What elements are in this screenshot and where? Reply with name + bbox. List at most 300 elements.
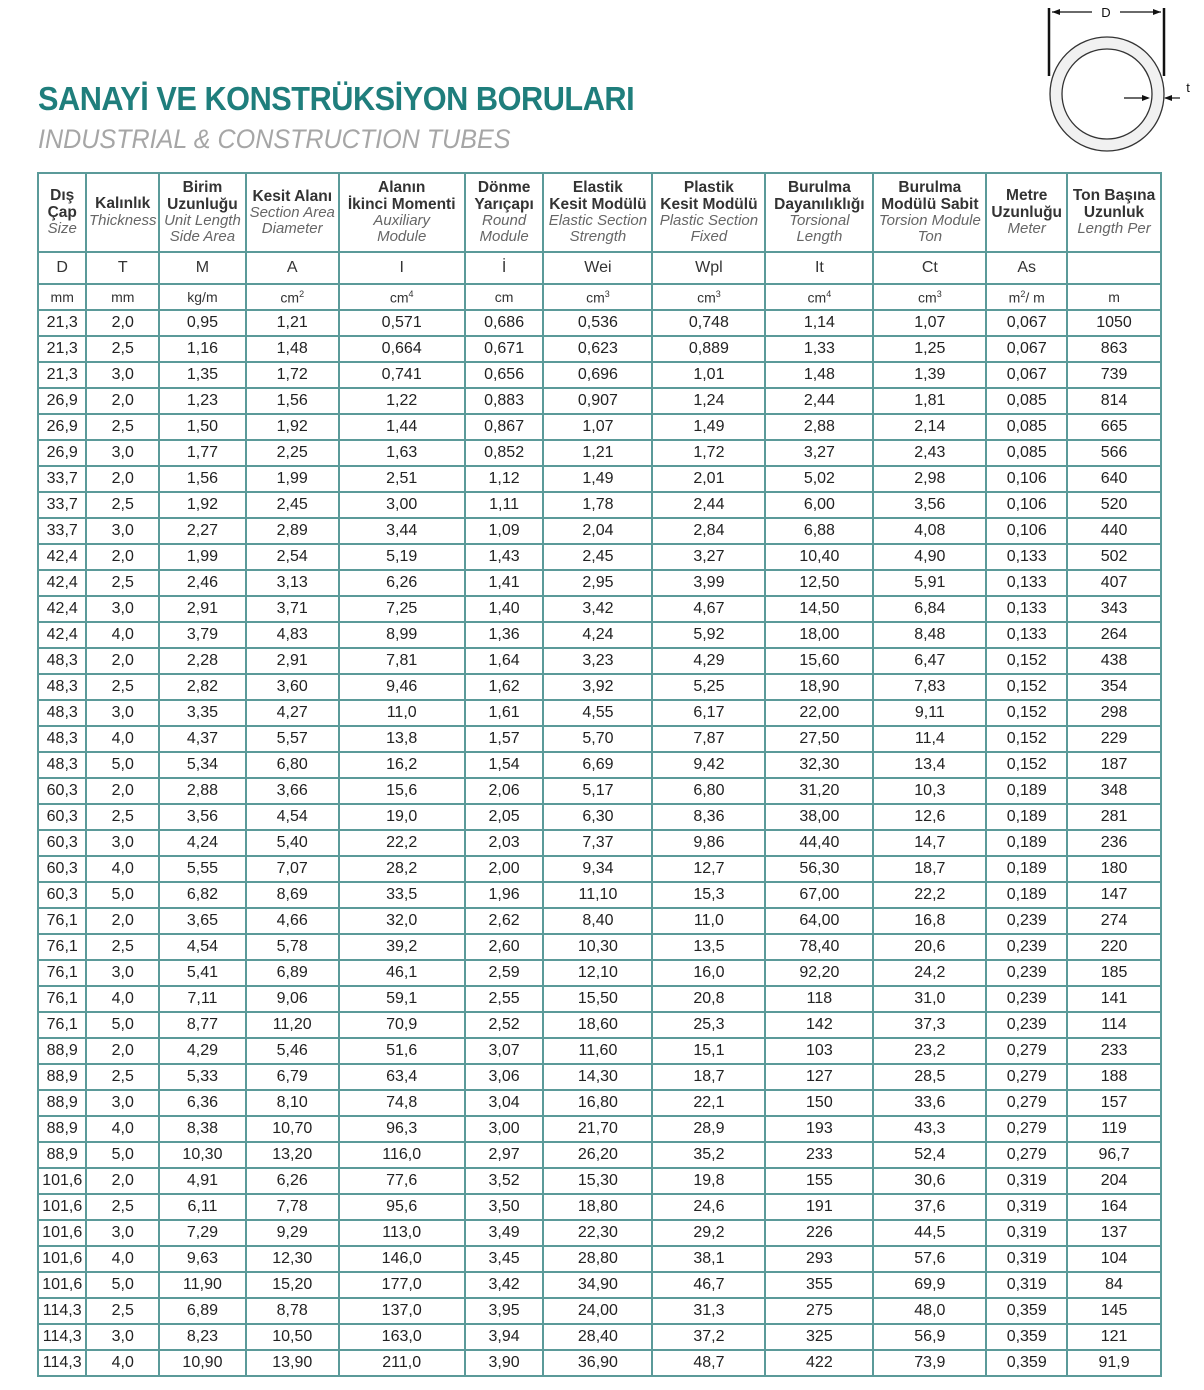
table-cell: 19,0 [339,804,465,830]
table-cell: 4,29 [159,1038,246,1064]
column-unit [246,284,339,310]
table-cell: 5,41 [159,960,246,986]
table-cell: 37,2 [652,1324,765,1350]
table-cell: 14,30 [543,1064,652,1090]
table-cell: 4,08 [873,518,986,544]
table-cell: 2,55 [465,986,544,1012]
table-cell: 34,90 [543,1272,652,1298]
table-cell: 113,0 [339,1220,465,1246]
table-cell: 1,92 [246,414,339,440]
header-row [38,173,1161,252]
table-cell: 116,0 [339,1142,465,1168]
table-cell: 1,62 [465,674,544,700]
table-cell: 4,0 [86,1246,159,1272]
table-cell: 3,94 [465,1324,544,1350]
table-cell: 88,9 [38,1090,86,1116]
table-cell: 38,00 [765,804,873,830]
column-header-en: Size [47,219,77,237]
column-header-tr: Dış [50,187,75,205]
table-cell: 4,24 [159,830,246,856]
table-cell: 76,1 [38,934,86,960]
table-cell: 31,0 [873,986,986,1012]
table-cell: 1,92 [159,492,246,518]
table-cell: 1,81 [873,388,986,414]
table-cell: 22,30 [543,1220,652,1246]
table-cell: 354 [1067,674,1161,700]
unit-exponent: 3 [715,288,721,299]
table-cell: 2,5 [86,674,159,700]
table-cell: 7,83 [873,674,986,700]
column-header-en: Torsional [789,212,850,230]
table-cell: 74,8 [339,1090,465,1116]
table-cell: 5,0 [86,752,159,778]
table-cell: 4,54 [159,934,246,960]
table-cell: 6,17 [652,700,765,726]
table-cell: 118 [765,986,873,1012]
table-cell: 4,0 [86,622,159,648]
table-cell: 5,0 [86,1012,159,1038]
table-row [38,1220,1161,1246]
table-cell: 42,4 [38,596,86,622]
table-cell: 8,48 [873,622,986,648]
column-header-tr: Dönme [477,179,531,197]
table-row [38,1324,1161,1350]
table-cell: 6,79 [246,1064,339,1090]
column-unit [465,284,544,310]
column-header-tr: Uzunluk [1083,203,1145,221]
table-cell: 275 [765,1298,873,1324]
table-cell: 1,12 [465,466,544,492]
table-cell: 14,50 [765,596,873,622]
table-cell: 0,319 [986,1272,1067,1298]
table-cell: 5,02 [765,466,873,492]
table-cell: 4,0 [86,1116,159,1142]
table-cell: 114,3 [38,1324,86,1350]
table-cell: 137,0 [339,1298,465,1324]
table-cell: 60,3 [38,804,86,830]
table-cell: 42,4 [38,544,86,570]
table-cell: 121 [1067,1324,1161,1350]
unit-exponent: 4 [408,288,414,299]
diameter-label: D [1101,5,1111,20]
table-cell: 0,067 [986,336,1067,362]
table-cell: 502 [1067,544,1161,570]
table-cell: 520 [1067,492,1161,518]
table-cell: 0,741 [339,362,465,388]
table-cell: 9,46 [339,674,465,700]
table-cell: 101,6 [38,1220,86,1246]
table-cell: 32,0 [339,908,465,934]
column-header-tr: Kalınlık [95,195,151,213]
table-cell: 180 [1067,856,1161,882]
column-header [86,173,159,252]
table-cell: 8,38 [159,1116,246,1142]
table-cell: 0,696 [543,362,652,388]
table-cell: 9,63 [159,1246,246,1272]
table-cell: 8,23 [159,1324,246,1350]
table-cell: 12,6 [873,804,986,830]
table-row [38,882,1161,908]
table-cell: 18,7 [652,1064,765,1090]
table-cell: 264 [1067,622,1161,648]
table-row [38,336,1161,362]
table-cell: 114 [1067,1012,1161,1038]
table-cell: 814 [1067,388,1161,414]
column-header-en: Thickness [88,211,157,229]
table-cell: 77,6 [339,1168,465,1194]
table-cell: 0,748 [652,310,765,336]
table-cell: 438 [1067,648,1161,674]
table-cell: 1,39 [873,362,986,388]
table-cell: 2,98 [873,466,986,492]
column-header-en: Round [481,212,527,230]
table-cell: 2,89 [246,518,339,544]
table-cell: 185 [1067,960,1161,986]
column-symbol: Wei [543,252,652,284]
column-header-tr: Elastik [572,179,623,197]
table-cell: 2,27 [159,518,246,544]
column-header [986,173,1067,252]
table-cell: 1,48 [246,336,339,362]
table-cell: 0,883 [465,388,544,414]
table-cell: 2,5 [86,570,159,596]
column-symbol: I [339,252,465,284]
column-header [465,173,544,252]
table-cell: 8,77 [159,1012,246,1038]
table-cell: 13,4 [873,752,986,778]
table-cell: 1,07 [543,414,652,440]
table-cell: 0,133 [986,544,1067,570]
table-cell: 5,78 [246,934,339,960]
table-cell: 60,3 [38,856,86,882]
table-row [38,700,1161,726]
table-cell: 0,085 [986,388,1067,414]
table-cell: 5,25 [652,674,765,700]
table-cell: 0,279 [986,1038,1067,1064]
table-cell: 3,0 [86,830,159,856]
column-header-tr: Yarıçapı [474,195,534,213]
table-cell: 37,6 [873,1194,986,1220]
unit-base: m [1108,289,1120,305]
table-cell: 101,6 [38,1246,86,1272]
table-cell: 27,50 [765,726,873,752]
table-cell: 0,907 [543,388,652,414]
table-cell: 57,6 [873,1246,986,1272]
table-cell: 355 [765,1272,873,1298]
table-cell: 5,40 [246,830,339,856]
column-unit [86,284,159,310]
table-cell: 7,29 [159,1220,246,1246]
table-cell: 1,25 [873,336,986,362]
table-cell: 4,90 [873,544,986,570]
table-cell: 11,60 [543,1038,652,1064]
table-cell: 1,96 [465,882,544,908]
table-cell: 15,60 [765,648,873,674]
table-cell: 0,623 [543,336,652,362]
table-cell: 233 [1067,1038,1161,1064]
unit-base: cm [494,289,514,305]
column-header [246,173,339,252]
column-header-en: Ton [917,227,943,245]
table-cell: 21,3 [38,362,86,388]
unit-base: mm [111,289,135,305]
table-cell: 5,57 [246,726,339,752]
table-cell: 78,40 [765,934,873,960]
table-cell: 6,00 [765,492,873,518]
table-cell: 7,25 [339,596,465,622]
table-cell: 8,36 [652,804,765,830]
table-cell: 2,54 [246,544,339,570]
table-cell: 91,9 [1067,1350,1161,1376]
table-cell: 4,67 [652,596,765,622]
column-unit [765,284,873,310]
table-cell: 3,04 [465,1090,544,1116]
column-symbol: M [159,252,246,284]
table-cell: 164 [1067,1194,1161,1220]
table-cell: 141 [1067,986,1161,1012]
table-cell: 11,90 [159,1272,246,1298]
table-cell: 26,9 [38,388,86,414]
table-cell: 0,571 [339,310,465,336]
table-cell: 1,22 [339,388,465,414]
table-cell: 15,3 [652,882,765,908]
table-cell: 1,99 [159,544,246,570]
table-cell: 0,152 [986,700,1067,726]
table-cell: 39,2 [339,934,465,960]
table-cell: 12,10 [543,960,652,986]
table-cell: 22,2 [339,830,465,856]
column-header-tr: Uzunluğu [991,203,1063,221]
column-header [873,173,986,252]
table-cell: 6,84 [873,596,986,622]
column-header [159,173,246,252]
table-cell: 0,067 [986,310,1067,336]
table-cell: 3,0 [86,518,159,544]
table-cell: 5,70 [543,726,652,752]
table-cell: 163,0 [339,1324,465,1350]
table-cell: 28,2 [339,856,465,882]
table-cell: 13,90 [246,1350,339,1376]
table-cell: 28,40 [543,1324,652,1350]
table-cell: 2,06 [465,778,544,804]
unit-base: cm [807,289,827,306]
column-header-tr: Ton Başına [1072,187,1156,205]
table-cell: 1,36 [465,622,544,648]
table-row [38,622,1161,648]
table-cell: 274 [1067,908,1161,934]
table-cell: 28,9 [652,1116,765,1142]
column-symbol [1067,252,1161,284]
table-cell: 2,43 [873,440,986,466]
table-cell: 150 [765,1090,873,1116]
table-cell: 114,3 [38,1298,86,1324]
table-cell: 18,80 [543,1194,652,1220]
column-header-en: Diameter [261,219,323,237]
table-cell: 2,62 [465,908,544,934]
table-cell: 3,0 [86,596,159,622]
table-cell: 155 [765,1168,873,1194]
table-cell: 88,9 [38,1116,86,1142]
table-cell: 2,97 [465,1142,544,1168]
table-cell: 96,3 [339,1116,465,1142]
table-cell: 8,78 [246,1298,339,1324]
column-unit [986,284,1067,310]
column-header [339,173,465,252]
table-cell: 37,3 [873,1012,986,1038]
table-cell: 5,55 [159,856,246,882]
column-header-en: Module [479,227,529,245]
table-cell: 0,536 [543,310,652,336]
table-cell: 4,0 [86,726,159,752]
table-cell: 6,88 [765,518,873,544]
table-row [38,1064,1161,1090]
table-row [38,440,1161,466]
table-cell: 1,35 [159,362,246,388]
table-cell: 19,8 [652,1168,765,1194]
table-cell: 2,04 [543,518,652,544]
table-cell: 1,61 [465,700,544,726]
table-cell: 1,44 [339,414,465,440]
table-cell: 20,8 [652,986,765,1012]
table-cell: 10,40 [765,544,873,570]
table-cell: 101,6 [38,1194,86,1220]
table-cell: 7,87 [652,726,765,752]
table-cell: 28,5 [873,1064,986,1090]
table-cell: 12,30 [246,1246,339,1272]
table-cell: 63,4 [339,1064,465,1090]
column-header-tr: Kesit Modülü [549,195,647,213]
table-row [38,778,1161,804]
table-row [38,1194,1161,1220]
table-cell: 236 [1067,830,1161,856]
table-cell: 10,90 [159,1350,246,1376]
table-cell: 2,0 [86,1038,159,1064]
column-symbol: A [246,252,339,284]
table-cell: 48,0 [873,1298,986,1324]
table-cell: 33,5 [339,882,465,908]
table-cell: 6,47 [873,648,986,674]
table-cell: 1,40 [465,596,544,622]
table-cell: 3,42 [465,1272,544,1298]
table-cell: 21,3 [38,336,86,362]
table-cell: 4,55 [543,700,652,726]
table-cell: 8,10 [246,1090,339,1116]
table-cell: 0,152 [986,726,1067,752]
table-cell: 1,72 [652,440,765,466]
table-cell: 1,09 [465,518,544,544]
table-cell: 6,36 [159,1090,246,1116]
table-cell: 67,00 [765,882,873,908]
column-symbol: D [38,252,86,284]
table-cell: 0,279 [986,1064,1067,1090]
column-header-tr: Kesit Modülü [660,195,758,213]
table-cell: 0,189 [986,778,1067,804]
column-unit [543,284,652,310]
table-cell: 0,106 [986,466,1067,492]
table-cell: 52,4 [873,1142,986,1168]
table-row [38,1272,1161,1298]
table-cell: 142 [765,1012,873,1038]
table-cell: 1,43 [465,544,544,570]
unit-exponent: 3 [604,288,610,299]
table-cell: 29,2 [652,1220,765,1246]
table-cell: 4,83 [246,622,339,648]
table-cell: 56,9 [873,1324,986,1350]
table-cell: 10,70 [246,1116,339,1142]
table-cell: 48,3 [38,674,86,700]
column-header-en: Length Per [1077,219,1151,237]
table-row [38,1168,1161,1194]
table-cell: 0,085 [986,414,1067,440]
table-cell: 4,91 [159,1168,246,1194]
column-symbol: İ [465,252,544,284]
table-cell: 48,3 [38,752,86,778]
table-cell: 15,50 [543,986,652,1012]
table-cell: 3,0 [86,362,159,388]
column-header-tr: Dayanılıklığı [774,195,865,213]
column-header-en: Length [796,227,843,245]
table-row [38,908,1161,934]
table-cell: 21,3 [38,310,86,336]
unit-base: cm [389,289,409,306]
table-cell: 1,72 [246,362,339,388]
table-cell: 60,3 [38,882,86,908]
table-cell: 76,1 [38,1012,86,1038]
table-cell: 46,7 [652,1272,765,1298]
table-cell: 36,90 [543,1350,652,1376]
unit-base: cm [280,289,300,306]
table-cell: 0,686 [465,310,544,336]
table-cell: 95,6 [339,1194,465,1220]
table-cell: 3,79 [159,622,246,648]
table-cell: 31,20 [765,778,873,804]
table-cell: 1,64 [465,648,544,674]
unit-base: kg/m [187,289,218,305]
table-cell: 0,239 [986,908,1067,934]
table-cell: 6,80 [652,778,765,804]
table-cell: 2,88 [765,414,873,440]
table-row [38,1246,1161,1272]
table-cell: 0,656 [465,362,544,388]
table-cell: 11,0 [652,908,765,934]
table-row [38,1142,1161,1168]
table-cell: 101,6 [38,1272,86,1298]
table-cell: 146,0 [339,1246,465,1272]
table-cell: 5,19 [339,544,465,570]
table-cell: 0,319 [986,1168,1067,1194]
table-cell: 3,52 [465,1168,544,1194]
table-cell: 0,664 [339,336,465,362]
table-cell: 21,70 [543,1116,652,1142]
table-cell: 157 [1067,1090,1161,1116]
column-header-tr: İkinci Momenti [347,195,456,213]
page-title: SANAYİ VE KONSTRÜKSİYON BORULARI [38,80,635,117]
table-cell: 233 [765,1142,873,1168]
column-header-tr: Burulma [787,179,851,197]
table-cell: 88,9 [38,1142,86,1168]
table-cell: 9,34 [543,856,652,882]
table-cell: 2,45 [543,544,652,570]
table-row [38,960,1161,986]
table-cell: 4,29 [652,648,765,674]
unit-base: cm [918,289,937,306]
table-cell: 2,45 [246,492,339,518]
tube-cross-section-diagram [1044,0,1204,158]
table-cell: 3,13 [246,570,339,596]
table-cell: 16,2 [339,752,465,778]
table-cell: 3,0 [86,1220,159,1246]
table-cell: 0,152 [986,752,1067,778]
